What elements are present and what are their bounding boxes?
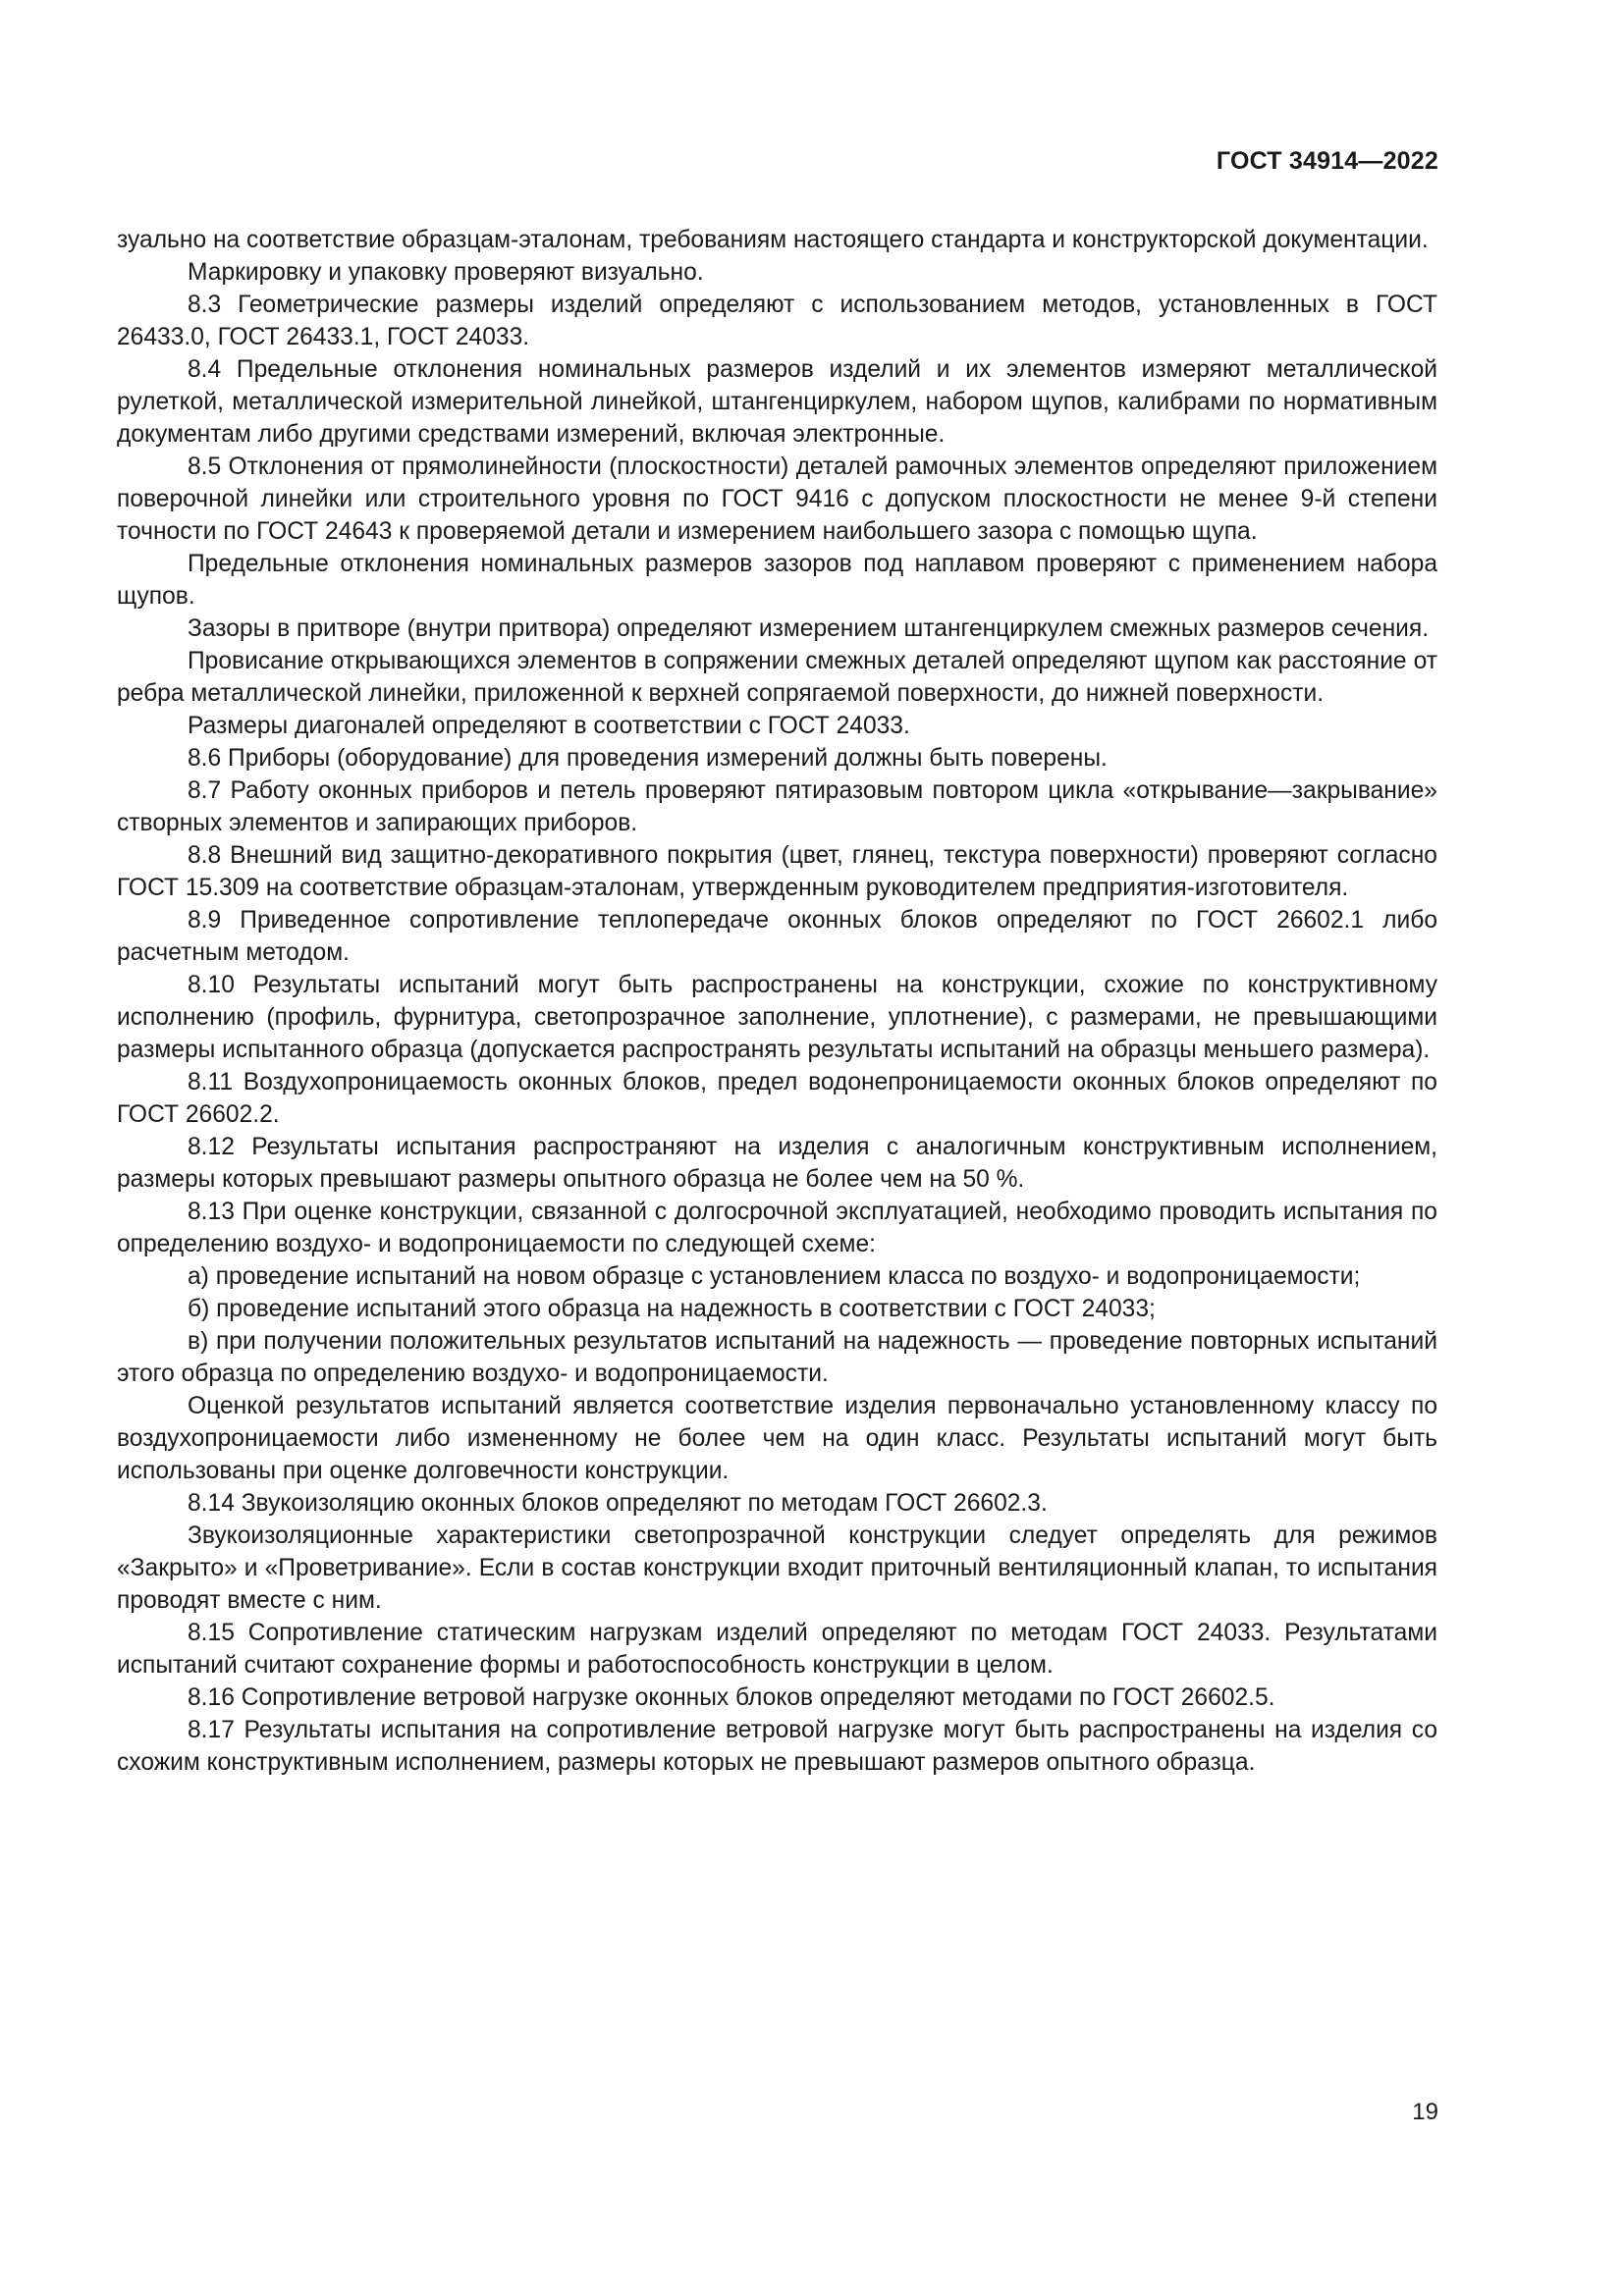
paragraph: Провисание открывающихся элементов в сопряжении смежных деталей определяют щупом как расстояние от ребра металлической линейки, приложенной к верхней сопрягаемой поверхности, до нижней поверхности. xyxy=(117,648,1437,707)
paragraph: 8.16 Сопротивление ветровой нагрузке оконных блоков определяют методами по ГОСТ 26602.5. xyxy=(188,1684,1275,1711)
paragraph: 8.5 Отклонения от прямолинейности (плоскостности) деталей рамочных элементов определяют приложением поверочной линейки или строительного уровня по ГОСТ 9416 с допуском плоскостности не менее 9-й степени точности по ГОСТ 24643 к проверяемой детали и измерением наибольшего зазора с помощью щупа. xyxy=(117,454,1437,545)
paragraph: Зазоры в притворе (внутри притвора) определяют измерением штангенциркулем смежных размеров сечения. xyxy=(188,615,1430,642)
page-number: 19 xyxy=(1412,2099,1438,2125)
paragraph: 8.6 Приборы (оборудование) для проведения измерений должны быть поверены. xyxy=(188,745,1108,772)
paragraph: 8.8 Внешний вид защитно-декоративного покрытия (цвет, глянец, текстура поверхности) проверяют согласно ГОСТ 15.309 на соответствие образцам-эталонам, утвержденным руководителем предприятия-изготовителя. xyxy=(117,842,1437,901)
paragraph: 8.10 Результаты испытаний могут быть распространены на конструкции, схожие по конструктивному исполнению (профиль, фурнитура, светопрозрачное заполнение, уплотнение), с размерами, не превышающими размеры испытанного образца (допускается распространять результаты испытаний на образцы меньшего размера). xyxy=(117,972,1437,1063)
paragraph: Маркировку и упаковку проверяют визуально. xyxy=(188,259,704,286)
standard-designation: ГОСТ 34914—2022 xyxy=(1216,147,1438,175)
paragraph: Предельные отклонения номинальных размеров зазоров под наплавом проверяют с применением набора щупов. xyxy=(117,551,1437,610)
paragraph: б) проведение испытаний этого образца на надежность в соответствии с ГОСТ 24033; xyxy=(188,1296,1156,1322)
paragraph: 8.15 Сопротивление статическим нагрузкам изделий определяют по методам ГОСТ 24033. Результатами испытаний считают сохранение формы и работоспособность конструкции в целом. xyxy=(117,1620,1437,1679)
body-text xyxy=(117,224,1437,1779)
paragraph: 8.3 Геометрические размеры изделий определяют с использованием методов, установленных в ГОСТ 26433.0, ГОСТ 26433.1, ГОСТ 24033. xyxy=(117,292,1437,350)
paragraph: Оценкой результатов испытаний является соответствие изделия первоначально установленному классу по воздухопроницаемости либо измененному не более чем на один класс. Результаты испытаний могут быть использованы при оценке долговечности конструкции. xyxy=(117,1393,1437,1484)
paragraph: 8.11 Воздухопроницаемость оконных блоков, предел водонепроницаемости оконных блоков определяют по ГОСТ 26602.2. xyxy=(117,1069,1437,1128)
paragraph: 8.14 Звукоизоляцию оконных блоков определяют по методам ГОСТ 26602.3. xyxy=(188,1490,1048,1517)
paragraph: в) при получении положительных результатов испытаний на надежность — проведение повторных испытаний этого образца по определению воздухо- и водопроницаемости. xyxy=(117,1328,1437,1387)
paragraph: 8.9 Приведенное сопротивление теплопередаче оконных блоков определяют по ГОСТ 26602.1 либо расчетным методом. xyxy=(117,907,1437,966)
paragraph: зуально на соответствие образцам-эталонам, требованиям настоящего стандарта и конструкторской документации. xyxy=(117,227,1429,253)
paragraph: а) проведение испытаний на новом образце с установлением класса по воздухо- и водопроницаемости; xyxy=(188,1263,1361,1290)
paragraph: 8.17 Результаты испытания на сопротивление ветровой нагрузке могут быть распространены на изделия со схожим конструктивным исполнением, размеры которых не превышают размеров опытного образца. xyxy=(117,1717,1437,1776)
paragraph: Размеры диагоналей определяют в соответствии с ГОСТ 24033. xyxy=(188,713,910,739)
paragraph: 8.12 Результаты испытания распространяют на изделия с аналогичным конструктивным исполнением, размеры которых превышают размеры опытного образца не более чем на 50 %. xyxy=(117,1134,1437,1193)
paragraph: 8.13 При оценке конструкции, связанной с долгосрочной эксплуатацией, необходимо проводить испытания по определению воздухо- и водопроницаемости по следующей схеме: xyxy=(117,1199,1437,1257)
paragraph: 8.7 Работу оконных приборов и петель проверяют пятиразовым повтором цикла «открывание—закрывание» створных элементов и запирающих приборов. xyxy=(117,777,1437,836)
paragraph: Звукоизоляционные характеристики светопрозрачной конструкции следует определять для режимов «Закрыто» и «Проветривание». Если в состав конструкции входит приточный вентиляционный клапан, то испытания проводят вместе с ним. xyxy=(117,1522,1437,1614)
paragraph: 8.4 Предельные отклонения номинальных размеров изделий и их элементов измеряют металлической рулеткой, металлической измерительной линейкой, штангенциркулем, набором щупов, калибрами по нормативным документам либо другими средствами измерений, включая электронные. xyxy=(117,356,1437,448)
